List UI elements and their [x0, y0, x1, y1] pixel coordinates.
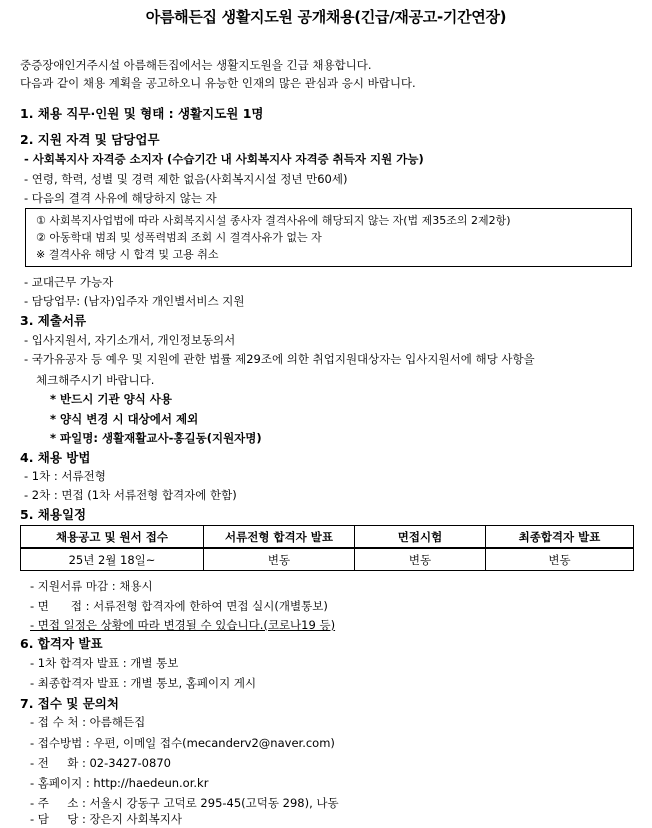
list-item: - 최종합격자 발표 : 개별 통보, 홈페이지 게시: [30, 676, 257, 690]
table-header-cell: 최종합격자 발표: [486, 526, 634, 549]
table-cell: 변동: [355, 548, 486, 571]
intro-text: [20, 56, 416, 92]
section-3-heading: 3. 제출서류: [20, 313, 87, 328]
box-note: ※ 결격사유 해당 시 합격 및 고용 취소: [36, 248, 219, 261]
list-item: - 1차 : 서류전형: [24, 469, 106, 483]
note-item: * 반드시 기관 양식 사용: [50, 392, 173, 406]
list-item: - 입사지원서, 자기소개서, 개인정보동의서: [24, 333, 236, 347]
intro-line: 다음과 같이 채용 계획을 공고하오니 유능한 인재의 많은 관심과 응시 바랍니다.: [20, 76, 416, 90]
disqualification-box: [25, 208, 632, 267]
list-item: - 연령, 학력, 성별 및 경력 제한 없음(사회복지시설 정년 만60세): [24, 172, 348, 186]
list-item: - 홈페이지 : http://haedeun.or.kr: [30, 776, 209, 790]
list-item: - 담 당 : 장은지 사회복지사: [30, 812, 183, 826]
list-item: - 면 접 : 서류전형 합격자에 한하여 면접 실시(개별통보): [30, 599, 328, 613]
table-header-cell: 채용공고 및 원서 접수: [21, 526, 204, 549]
list-item: - 지원서류 마감 : 채용시: [30, 579, 153, 593]
note-item: * 양식 변경 시 대상에서 제외: [50, 412, 199, 426]
list-item: - 전 화 : 02-3427-0870: [30, 756, 171, 770]
list-item: - 접수방법 : 우편, 이메일 접수(mecanderv2@naver.com): [30, 736, 335, 750]
table-cell: 변동: [486, 548, 634, 571]
table-row: [21, 548, 634, 571]
section-4-heading: 4. 채용 방법: [20, 450, 91, 465]
table-header-cell: 서류전형 합격자 발표: [204, 526, 355, 549]
intro-line: 중증장애인거주시설 아름해든집에서는 생활지도원을 긴급 채용합니다.: [20, 58, 372, 72]
box-item: ② 아동학대 범죄 및 성폭력범죄 조회 시 결격사유가 없는 자: [36, 231, 322, 244]
table-header-row: [21, 526, 634, 549]
section-6-heading: 6. 합격자 발표: [20, 636, 103, 651]
list-item: - 면접 일정은 상황에 따라 변경될 수 있습니다.(코로나19 등): [30, 618, 336, 632]
page-title: 아름해든집 생활지도원 공개채용(긴급/재공고-기간연장): [145, 8, 507, 26]
section-5-heading: 5. 채용일정: [20, 507, 87, 522]
section-7-heading: 7. 접수 및 문의처: [20, 696, 119, 711]
list-item: - 담당업무: (남자)입주자 개인별서비스 지원: [24, 294, 245, 308]
schedule-table: [20, 525, 634, 571]
list-item-continued: 체크해주시기 바랍니다.: [36, 373, 155, 387]
list-item: - 국가유공자 등 예우 및 지원에 관한 법률 제29조에 의한 취업지원대상자는 입사지원서에 해당 사항을: [24, 352, 535, 366]
section-2-heading: 2. 지원 자격 및 담당업무: [20, 132, 160, 147]
list-item: - 사회복지사 자격증 소지자 (수습기간 내 사회복지사 자격증 취득자 지원 가능): [24, 152, 424, 166]
box-item: ① 사회복지사업법에 따라 사회복지시설 종사자 결격사유에 해당되지 않는 자(법 제35조의 2제2항): [36, 214, 511, 227]
section-1-heading: 1. 채용 직무·인원 및 형태 : 생활지도원 1명: [20, 106, 264, 121]
list-item: - 다음의 결격 사유에 해당하지 않는 자: [24, 191, 217, 205]
table-header-cell: 면접시험: [355, 526, 486, 549]
list-item: - 1차 합격자 발표 : 개별 통보: [30, 656, 179, 670]
list-item: - 2차 : 면접 (1차 서류전형 합격자에 한함): [24, 488, 237, 502]
list-item: - 주 소 : 서울시 강동구 고덕로 295-45(고덕동 298), 나동: [30, 796, 339, 810]
table-cell: 25년 2월 18일~: [21, 548, 204, 571]
table-cell: 변동: [204, 548, 355, 571]
list-item: - 접 수 처 : 아름해든집: [30, 715, 146, 729]
note-item: * 파일명: 생활재활교사-홍길동(지원자명): [50, 431, 262, 445]
list-item: - 교대근무 가능자: [24, 275, 114, 289]
